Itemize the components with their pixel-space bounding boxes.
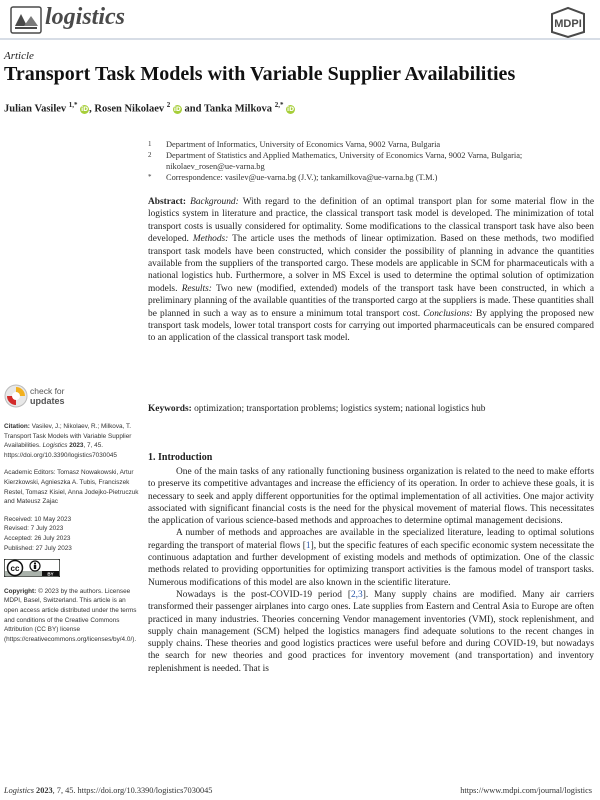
author-affiliation-mark: 1,*	[68, 101, 78, 109]
orcid-icon[interactable]: iD	[287, 105, 295, 113]
author-name: Tanka Milkova	[203, 103, 273, 115]
abstract-conclusions-text: By applying the proposed new transport task models, lower total transport costs for carrying out imported pharmaceuticals can be ensured compared to an application of the classical transport task model.	[148, 308, 594, 344]
author-list	[4, 101, 295, 115]
orcid-icon[interactable]: iD	[173, 105, 181, 113]
abstract-conclusions-label: Conclusions:	[423, 308, 473, 319]
copyright-block	[4, 587, 140, 645]
affiliation-item	[148, 150, 593, 172]
paragraph-text: ]. Many supply chains are modified. Many air carriers transformed their passenger airplanes into cargo ones. Late supplies from Eastern and Central Asia to Europe are often practiced in many industries. Theories concerning Vendor management inventories (VMI), stock replenishment, and supply chain management (SCM) helped the logistics managers find adequate solutions to the recent changes in supply chains. These theories and good logistics practices were useful before and during COVID-19, but nowadays the search for new theories and good practices for inventory movement (and transportation) and inventory replenishment is needed. That is	[148, 589, 594, 674]
section-heading: 1. Introduction	[148, 452, 213, 463]
correspondence-text: Correspondence: vasilev@ue-varna.bg (J.V.); tankamilkova@ue-varna.bg (T.M.)	[166, 173, 438, 182]
journal-name: logistics	[45, 4, 126, 30]
copyright-label: Copyright:	[4, 587, 37, 595]
keywords-text: optimization; transportation problems; logistics system; national logistics hub	[191, 404, 486, 414]
journal-logo-icon	[10, 6, 42, 34]
paragraph-text: Nowadays is the post-COVID-19 period [	[176, 589, 351, 600]
affiliation-mark: *	[148, 173, 152, 181]
paragraph-text: A number of methods and approaches are available in the specialized literature, leading to optimal solutions regarding the transport of material flows [	[148, 528, 594, 551]
affiliation-item	[148, 172, 593, 183]
citation-journal: Logistics	[42, 442, 68, 450]
article-title: Transport Task Models with Variable Supplier Availabilities	[4, 63, 516, 85]
citation-link[interactable]: 2,3	[350, 589, 363, 600]
author-separator: ,	[89, 103, 95, 115]
affiliation-mark: 1	[148, 140, 152, 148]
body-paragraph	[148, 527, 594, 588]
abstract	[148, 196, 594, 345]
citation-text: Vasilev, J.; Nikolaev, R.; Milkova, T. Transport Task Models with Variable Supplier Availabilities.	[4, 423, 132, 450]
footer-doi[interactable]: , 7, 45. https://doi.org/10.3390/logistics7030045	[52, 786, 213, 795]
author-affiliation-mark: 2	[166, 101, 171, 109]
abstract-background-text: With regard to the definition of an optimal transport plan for some material flow in the logistics system in literature and practice, the classical transport task model is developed. The minimization of total transport costs is usually considered for optimality. Some modifications to the classical transport task have also been developed.	[148, 197, 595, 245]
cc-by-label: BY	[47, 571, 54, 577]
affiliation-item	[148, 139, 593, 150]
author-name: Julian Vasilev	[4, 103, 67, 115]
abstract-background-label: Background:	[190, 197, 239, 207]
citation-link[interactable]: 1	[305, 540, 311, 551]
check-for-updates-text: check for	[30, 386, 65, 396]
header-divider	[0, 38, 600, 40]
author-name: Rosen Nikolaev	[94, 103, 165, 115]
check-for-updates-badge[interactable]	[4, 384, 114, 414]
abstract-label: Abstract:	[148, 197, 187, 207]
article-type: Article	[4, 50, 34, 62]
footer-year: 2023	[33, 786, 53, 795]
academic-editors: Academic Editors: Tomasz Nowakowski, Artur Kierzkowski, Agnieszka A. Tubis, Franciszek Restel, Tomasz Kisiel, Anna Jodejko-Pietruczuk and Mateusz Zajac	[4, 469, 139, 506]
paragraph-text: ], but the specific features of each specific economic system necessitate the continuous adaptation and further development of existing models and methods of optimization. One of the classic methods related to providing opportunities for optimizing transport activities is the famous model of transport tasks. Numerous modifications of this model are also known in the scientific literature.	[148, 540, 594, 588]
svg-text:MDPI: MDPI	[554, 18, 582, 30]
mdpi-logo-icon[interactable]	[548, 6, 588, 38]
updates-text: updates	[30, 396, 65, 406]
affiliation-mark: 2	[148, 151, 152, 159]
body-paragraph: One of the main tasks of any rationally functioning business organization is related to the need to make efforts to preserve its competitive advantages and increase the efficiency of its operation. In order to achieve these goals, it is necessary to seek and apply different opportunities for the optimal implementation of all activities. One major activity associated with significant financial costs is the need for the physical movement of material flows. This necessitates the application of various science-based methods and approaches to determine optimal management decisions.	[148, 467, 594, 527]
check-for-updates-icon	[4, 384, 28, 408]
citation-year: 2023	[67, 442, 84, 450]
keywords	[148, 403, 594, 415]
citation-doi[interactable]: , 7, 45. https://doi.org/10.3390/logistics7030045	[4, 442, 117, 459]
introduction-body	[148, 466, 594, 675]
revised-date: Revised: 7 July 2023	[4, 525, 64, 533]
cc-by-license-icon[interactable]	[4, 559, 60, 577]
footer-citation	[4, 786, 212, 795]
abstract-results-label: Results:	[181, 283, 212, 294]
cc-label: cc	[10, 564, 20, 574]
affiliation-text: Department of Statistics and Applied Mathematics, University of Economics Varna, 9002 Varna, Bulgaria; nikolaev_rosen@ue-varna.bg	[166, 151, 523, 171]
received-date: Received: 10 May 2023	[4, 515, 72, 523]
affiliation-text: Department of Informatics, University of Economics Varna, 9002 Varna, Bulgaria	[166, 140, 441, 149]
affiliations	[148, 139, 593, 183]
orcid-icon[interactable]: iD	[81, 105, 89, 113]
published-date: Published: 27 July 2023	[4, 544, 72, 552]
citation-block	[4, 422, 140, 460]
footer-journal-url[interactable]: https://www.mdpi.com/journal/logistics	[460, 786, 592, 795]
author-affiliation-mark: 2,*	[274, 101, 284, 109]
copyright-text: © 2023 by the authors. Licensee MDPI, Basel, Switzerland. This article is an open access article distributed under the terms and conditions of the Creative Commons Attribution (CC BY) license (https://creativecommons.org/licenses/by/4.0/).	[4, 587, 137, 643]
abstract-methods-label: Methods:	[192, 234, 229, 245]
footer-journal: Logistics	[4, 786, 34, 795]
keywords-label: Keywords:	[148, 404, 192, 414]
abstract-methods-text: The article uses the methods of linear optimization. Based on these methods, two modified transport task models have been constructed, which consider the possibility of planning in advance the quantities available from the suppliers of the transported cargo. These models are applicable in SCM for pharmaceuticals with a national logistics hub. Furthermore, a solver in MS Excel is used to determine the optimal solution of optimization models.	[148, 234, 594, 294]
abstract-results-text: Two new (modified, extended) models of the transport task have been constructed, in which a preliminary planning of the available quantities of the transported cargo at the suppliers is made. These quantities shall be planned in such a way as to ensure a minimum total transport cost.	[148, 283, 594, 319]
article-sidebar	[4, 422, 140, 652]
citation-label: Citation:	[4, 423, 30, 430]
author-separator: and	[181, 103, 204, 115]
accepted-date: Accepted: 26 July 2023	[4, 534, 71, 542]
body-paragraph	[148, 589, 594, 675]
